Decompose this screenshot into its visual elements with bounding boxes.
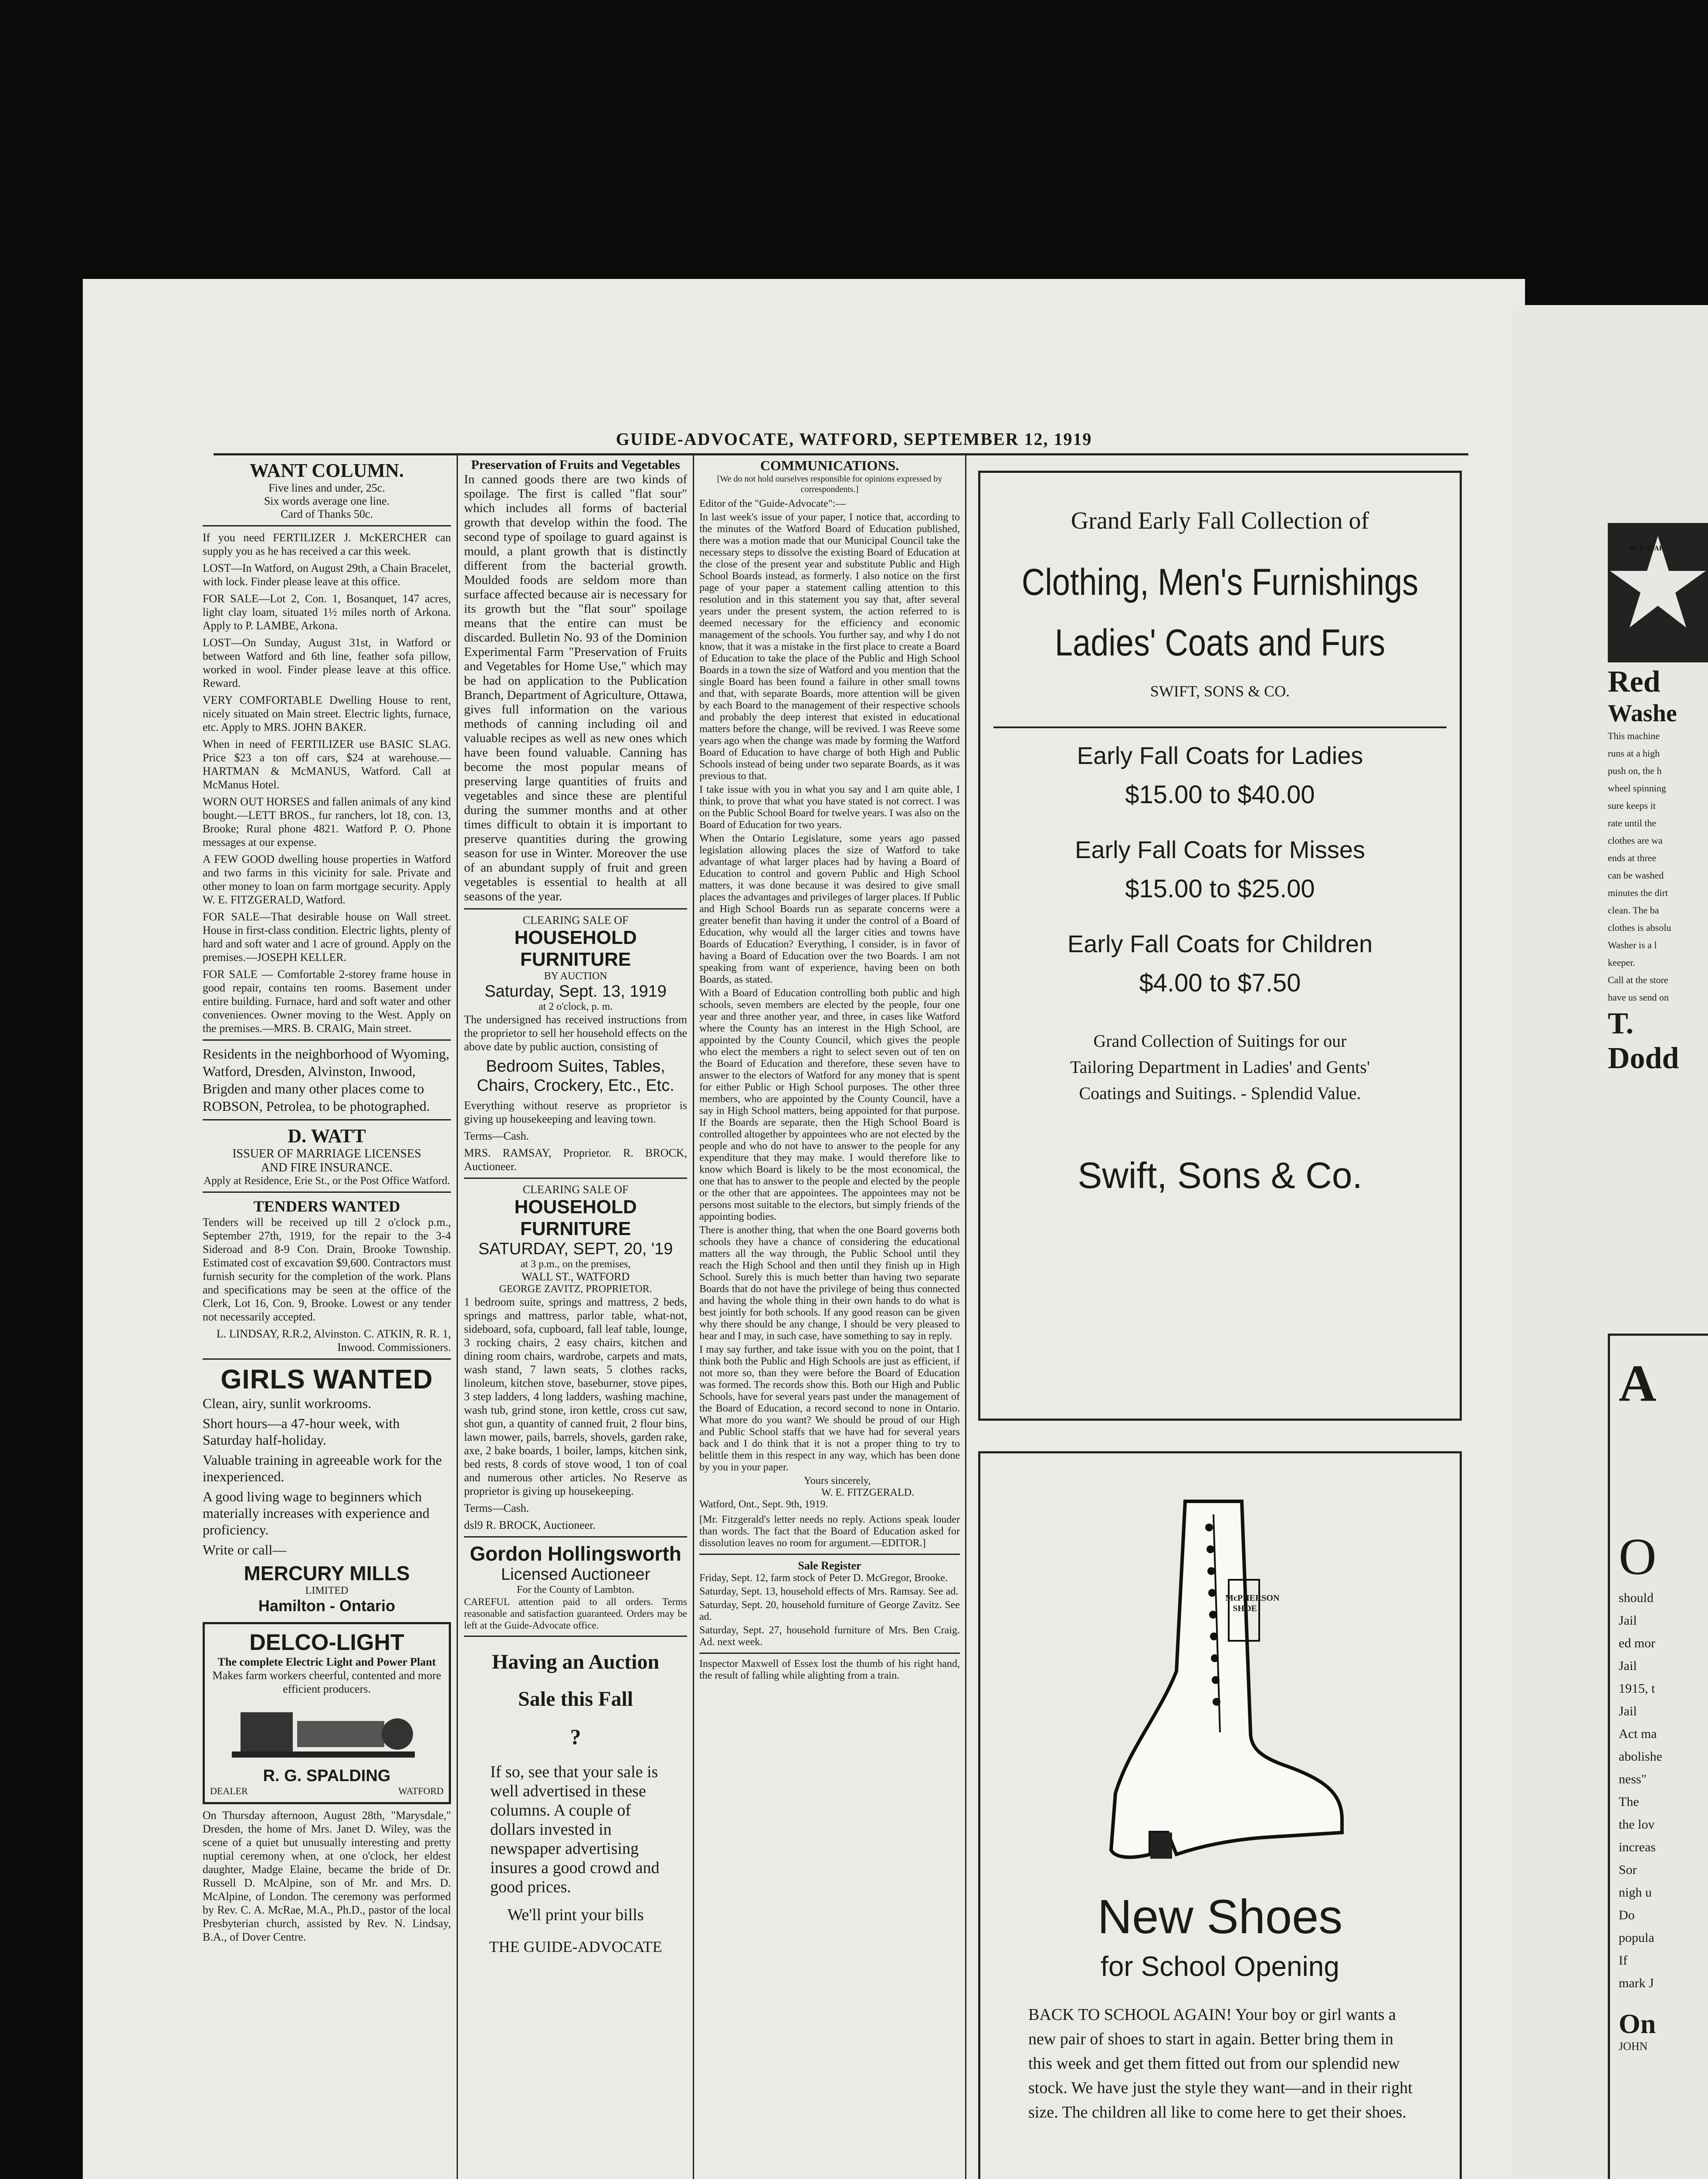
sale2-terms: Terms—Cash. [464,1502,529,1514]
new-shoes-sub: for School Opening [1101,1951,1339,1982]
jail-line: mark J [1619,1976,1654,1990]
sale2-body: 1 bedroom suite, springs and mattress, 2 beds, springs and mattress, parlor table, what-not, sideboard, sofa, cupboard, fall leaf table, lounge, 3 rocking chairs, 2 easy chairs, kitchen and dining room chairs, wardrobe, carpets and mats, wash stand, 7 lawn seats, 5 clothes racks, linoleum, kitchen stove, baseburner, stove pipes, 3 step ladders, 4 long ladders, washing machine, wash tub, grind stone, iron kettle, cross cut saw, shot gun, a quantity of canned fruit, 2 flour bins, lawn mower, pails, barrels, shovels, garden rake, axe, 2 bake boards, 1 boiler, lamps, kitchen sink, bed rests, 8 cords of stove wood, 1 ton of coal and numerous other articles. No Reserve as proprietor is giving up housekeeping. [464,1296,687,1497]
comm-paragraph: There is another thing, that when the one Board governs both schools they have a chance of considering the educational matters all the way through, the Public School until they reach the High School and then until they finish up in High School. Surely this is much better than having two separate Boards that do not have the privilege of being thus connected and having the whole thing in their own hands to do what is best jointly for both schools. If any good reason can be given why there should be any change, I should be very pleased to hear and I may, in such case, have something to say in reply. [699,1225,960,1342]
dodd-name: T. Dodd [1608,1007,1679,1075]
girls-line: Valuable training in agreeable work for the inexperienced. [203,1452,442,1484]
sale1-terms: Terms—Cash. [464,1130,529,1142]
big-letter: A [1619,1354,1657,1412]
girls-title: GIRLS WANTED [220,1364,433,1395]
dodds-ad [978,1451,1462,2179]
want-ad: FOR SALE—Lot 2, Con. 1, Bosanquet, 147 acres, light clay loam, situated 1½ miles north of Arkona. Apply to P. LAMBE, Arkona. [203,592,451,632]
register-item: Saturday, Sept. 27, household furniture of Mrs. Ben Craig. Ad. next week. [699,1625,960,1648]
coats-ladies: Early Fall Coats for Ladies [1077,742,1363,769]
washer-line: ends at three [1608,852,1657,863]
want-title: WANT COLUMN. [250,460,404,481]
girls-line: Short hours—a 47-hour week, with Saturday half-holiday. [203,1415,400,1448]
want-ad: WORN OUT HORSES and fallen animals of any kind bought.—LETT BROS., fur ranchers, lot 18, con. 13, Brooke; Rural phone 4821. Watford P. O. Phone messages at our expense. [203,795,451,849]
inspector-notice: Inspector Maxwell of Essex lost the thumb of his right hand, the result of falling while alighting from a train. [699,1658,960,1681]
delco-dealer-label: DEALER [210,1785,248,1796]
jail-line: If [1619,1953,1627,1968]
dodds-body: BACK TO SCHOOL AGAIN! Your boy or girl wants a new pair of shoes to start in again. Better bring them in this week and get them fitted out from our splendid new stock. We have just the style they want—and in their right size. The children all like to come here to get their shoes. [1028,2006,1413,2121]
sale2-place: WALL ST., WATFORD [522,1270,630,1283]
auction-paper: THE GUIDE-ADVOCATE [489,1938,662,1955]
column-rule [693,455,694,2179]
coats-ladies-price: $15.00 to $40.00 [1125,781,1315,809]
swift-suitings: Grand Collection of Suitings for our Tailoring Department in Ladies' and Gents' Coatings and Suitings. - Splendid Value. [1070,1031,1370,1103]
coats-children-price: $4.00 to $7.50 [1139,969,1301,997]
sale2-signature: dsl9 R. BROCK, Auctioneer. [464,1519,596,1531]
comm-salutation: Editor of the "Guide-Advocate":— [699,498,846,509]
comm-note: [We do not hold ourselves responsible for opinions expressed by correspondents.] [717,474,942,494]
washer-line: keeper. [1608,957,1635,968]
register-item: Saturday, Sept. 13, household effects of Mrs. Ramsay. See ad. [699,1586,959,1597]
swift-name: Swift, Sons & Co. [1078,1155,1362,1196]
new-shoes-title: New Shoes [1097,1890,1343,1944]
want-ad: If you need FERTILIZER J. McKERCHER can supply you as he has received a car this week. [203,531,451,557]
want-rate: Card of Thanks 50c. [281,508,373,520]
register-item: Friday, Sept. 12, farm stock of Peter D. McGregor, Brooke. [699,1572,948,1584]
swift-ad [978,471,1462,1421]
on-heading: On [1619,2008,1656,2039]
washer-line: minutes the dirt [1608,887,1668,898]
delco-title: DELCO-LIGHT [249,1630,404,1655]
masthead-rule [214,453,1468,455]
tenders-signature: L. LINDSAY, R.R.2, Alvinston. C. ATKIN, R. R. 1, Inwood. Commissioners. [216,1327,451,1354]
washer-line: This machine [1608,730,1660,741]
sale1-body2: Everything without reserve as proprietor is giving up housekeeping and leaving town. [464,1099,687,1125]
washer-ad [1608,523,1708,1307]
comm-paragraph: I take issue with you in what you say and I am quite able, I think, to prove that what you have stated is not correct. I was on the Public School Board for twelve years. I was also on the Board of Education for two years. [699,784,960,831]
girls-line: A good living wage to beginners which materially increases with experience and proficiency. [203,1489,430,1538]
comm-signer: W. E. FITZGERALD. [821,1487,915,1498]
jail-line: abolishe [1619,1749,1662,1764]
washer-line: Call at the store [1608,974,1668,985]
jail-line: popula [1619,1931,1654,1945]
fruit-title: Preservation of Fruits and Vegetables [471,458,680,472]
gordon-county: For the County of Lambton. [517,1584,634,1595]
watt-name: D. WATT [288,1125,366,1147]
auction-question: ? [570,1724,581,1749]
generator-icon [210,1699,445,1765]
sale2-heading: CLEARING SALE OF [522,1183,629,1196]
comm-dated: Watford, Ont., Sept. 9th, 1919. [699,1499,828,1510]
sale1-time: at 2 o'clock, p. m. [538,1001,613,1012]
jail-line: Jail [1619,1659,1637,1673]
gordon-name: Gordon Hollingsworth [470,1542,681,1565]
washer-title: Washe [1608,700,1677,727]
delco-body: Makes farm workers cheerful, contented and more efficient producers. [212,1669,441,1695]
delco-town: WATFORD [398,1785,444,1796]
washer-line: push on, the h [1608,765,1662,776]
mercury-mills: MERCURY MILLS [244,1562,410,1585]
want-ad: When in need of FERTILIZER use BASIC SLAG. Price $23 a ton off cars, $24 at warehouse.—HARTMAN & McMANUS, Watford. Call at McManus Hotel. [203,738,451,791]
fruit-body: In canned goods there are two kinds of spoilage. The first is called "flat sour" which includes all forms of bacterial growth that develop within the food. The second type of spoilage to guard against is mould, a plant growth that is distinctly different from the bacterial growth. Moulded foods are seldom more than surface affected because air is necessary for its growth but the "flat sour" spoilage means that the entire can must be discarded. Bulletin No. 93 of the Dominion Experimental Farm "Preservation of Fruits and Vegetables for Home Use," which may be had on application to the Publication Branch, Department of Agriculture, Ottawa, gives full information on the various methods of canning including oil and valuable recipes as well as new ones which have been found valuable. Canning has become the most popular means of preserving large quantities of fruits and vegetables and since these are plentiful during the summer months and at other times difficult to obtain it is important to preserve quantities during the growing season for use in Winter. Moreover the use of an abundant supply of fruit and green vegetables is essential to health at all seasons of the year. [464,472,687,903]
delco-sub: The complete Electric Light and Power Plant [217,1656,436,1668]
coats-misses: Early Fall Coats for Misses [1075,836,1365,863]
sale1-title: HOUSEHOLD FURNITURE [514,927,637,970]
sale2-time: at 3 p.m., on the premises, [520,1259,631,1270]
shoe-brand: McPHERSON SHOE [1225,1593,1280,1613]
auction-heading: Having an Auction [491,1650,660,1673]
want-ad: A FEW GOOD dwelling house properties in Watford and two farms in this vicinity for sale. Private and other money to loan on farm mortgage security. Apply W. E. FITZGERALD, Watford. [203,853,451,906]
photo-ad: Residents in the neighborhood of Wyoming, Watford, Dresden, Alvinston, Inwood, Brigden and many other places come to ROBSON, Petrolea, to be photographed. [203,1046,450,1114]
want-ad: FOR SALE — Comfortable 2-storey frame house in good repair, contains ten rooms. Basement under entire building. Furnace, hard and soft water and other conveniences. Owner moving to the West. Apply on the premises.—MRS. B. CRAIG, Main street. [203,968,451,1035]
comm-paragraph: I may say further, and take issue with you on the point, that I think both the Public and High Schools are just as efficient, if not more so, than they were before the Board of Education was formed. The records show this. Both our High and Public Schools, have for several years past under the management of the Board of Education, a record second to none in Ontario. What more do you want? We should be proud of our High and Public School staffs that we have had for several years back and I do think that it is not a proper thing to try to belittle them in this respect in any way, which has been done by you in your paper. [699,1344,960,1473]
jail-line: ness" [1619,1772,1647,1786]
mercury-city: Hamilton - Ontario [258,1597,395,1615]
want-ad: FOR SALE—That desirable house on Wall street. House in first-class condition. Electric lights, plenty of hard and soft water and 1 acre of ground. Apply on the premises.—JOSEPH KELLER. [203,910,451,964]
washer-line: Washer is a l [1608,940,1657,950]
gordon-body: CAREFUL attention paid to all orders. Terms reasonable and satisfaction guaranteed. Orders may be left at the Guide-Advocate office. [464,1596,687,1631]
want-ad: LOST—On Sunday, August 31st, in Watford or between Watford and 6th line, feather sofa pillow, worked in wool. Finder please leave at this office. Reward. [203,636,451,689]
boot-icon [1046,1488,1351,1880]
star-label: RED STAR [1630,545,1664,552]
washer-line: clothes is absolu [1608,922,1671,933]
want-rate: Six words average one line. [264,495,390,507]
tenders-body: Tenders will be received up till 2 o'clock p.m., September 27th, 1919, for the repair to the 3-4 Sideroad and 8-9 Con. Drain, Brooke Township. Estimated cost of excavation $9,600. Contractors must furnish security for the completion of the work. Plans and specifications may be seen at the office of the Clerk, Lot 16, Con. 9, Brooke. Lowest or any tender not necessarily accepted. [203,1216,451,1323]
comm-paragraph: When the Ontario Legislature, some years ago passed legislation allowing places the size of Watford to take advantage of what larger places had by having a Board of Education to control and govern Public and High School matters, it was done because it was desired to give small places the advantages and privileges of larger places. If Public and High School Boards run as separate concerns were a greater benefit than having it under the control of a Board of Education, why would all the larger cities and towns have Boards of Education? Everything, I consider, is in favor of having a Board of Education over the two Boards. I am not speaking from want of experience, having been on both Boards, as stated. [699,833,960,985]
sale2-owner: GEORGE ZAVITZ, PROPRIETOR. [499,1283,652,1295]
jail-line: the lov [1619,1817,1655,1832]
sale1-by: BY AUCTION [544,971,607,982]
girls-line: Clean, airy, sunlit workrooms. [203,1395,372,1411]
washer-line: clothes are wa [1608,835,1663,846]
jail-line: nigh u [1619,1885,1652,1900]
washer-line: can be washed [1608,870,1664,881]
drop-cap: O [1619,1527,1657,1585]
red-title: Red [1608,665,1661,699]
watt-line: ISSUER OF MARRIAGE LICENSES [232,1147,421,1161]
column-rule [965,455,966,2179]
jail-line: ed mor [1619,1636,1656,1650]
column-rule [457,455,458,2179]
jail-line: 1915, t [1619,1681,1655,1696]
swift-company: SWIFT, SONS & CO. [1150,682,1290,700]
delco-ad [203,1622,451,1804]
delco-dealer: R. G. SPALDING [263,1767,391,1785]
sale2-title: HOUSEHOLD FURNITURE [514,1196,637,1239]
gordon-title: Licensed Auctioneer [501,1565,651,1584]
sale1-signature: MRS. RAMSAY, Proprietor. R. BROCK, Auctioneer. [464,1147,687,1173]
column-communications [699,458,960,2179]
sale2-date: SATURDAY, SEPT, 20, '19 [478,1240,673,1258]
jail-line: Jail [1619,1613,1637,1628]
register-item: Saturday, Sept. 20, household furniture of George Zavitz. See ad. [699,1599,960,1622]
comm-editor-reply: [Mr. Fitzgerald's letter needs no reply. Actions speak louder than words. The fact that the Board of Education asked for dissolution leaves no room for argument.—EDITOR.] [699,1514,960,1549]
jail-line: should [1619,1591,1654,1605]
watt-line: AND FIRE INSURANCE. [261,1161,393,1174]
girls-line: Write or call— [203,1542,287,1558]
want-ad: VERY COMFORTABLE Dwelling House to rent, nicely situated on Main street. Electric lights, furnace, etc. Apply to MRS. JOHN BAKER. [203,694,451,733]
washer-line: clean. The ba [1608,905,1659,916]
comm-title: COMMUNICATIONS. [760,458,899,473]
register-title: Sale Register [798,1559,861,1572]
john-label: JOHN [1619,2040,1648,2053]
washer-line: runs at a high [1608,748,1660,759]
swift-clothing: Clothing, Men's Furnishings [1021,561,1419,603]
jail-line: Do [1619,1908,1635,1922]
tenders-title: TENDERS WANTED [253,1198,400,1215]
want-rate: Five lines and under, 25c. [268,482,385,494]
comm-paragraph: With a Board of Education controlling both public and high schools, seven members are elected by the people, four one year and three another year, and three, in cases like Watford where the County has an interest in the High School, are appointed by the County Council, which gives the people who elect the members a right to select seven out of ten on the Board of Education and therefore, these seven have to answer to the electors of Watford for any money that is spent for either Public or High School purposes. The other three members, who are appointed by the County Council, have a say in High School matters, being appointed for that purpose. If the Boards are separate, then the High School Board is controlled altogether by appointees who are not elected by the people and who do not have to answer to the people for any expenditure that they may make. I would therefore like to know which Board is likely to be the most economical, the one that has to answer to the people and elected by the people or the other that are appointees. The appointees may not be persons most suitable to the electors, but simply friends of the appointing bodies. [699,988,960,1222]
coats-misses-price: $15.00 to $25.00 [1125,875,1315,903]
sale1-heading: CLEARING SALE OF [522,914,629,927]
jail-line: increas [1619,1840,1656,1854]
sale1-date: Saturday, Sept. 13, 1919 [485,982,667,1001]
column-want [203,458,451,2179]
washer-line: sure keeps it [1608,800,1656,811]
jail-line: The [1619,1795,1639,1809]
washer-line: wheel spinning [1608,783,1666,794]
jail-line: Jail [1619,1704,1637,1718]
washer-line: rate until the [1608,818,1657,828]
comm-yours: Yours sincerely, [804,1475,871,1487]
column-fruit [464,458,687,2179]
jail-line: Act ma [1619,1727,1657,1741]
jail-article [1608,1334,1708,2179]
mercury-limited: LIMITED [305,1585,349,1596]
sale1-body: The undersigned has received instructions from the proprietor to sell her household effects on the above date by public auction, consisting of [464,1013,687,1053]
masthead: GUIDE-ADVOCATE, WATFORD, SEPTEMBER 12, 1919 [616,429,1092,449]
wedding-notice: On Thursday afternoon, August 28th, "Marysdale," Dresden, the home of Mrs. Janet D. Wiley, was the scene of a quiet but unusually interesting and pretty nuptial ceremony when, at one o'clock, her eldest daughter, Madge Elaine, became the bride of Dr. Russell D. McAlpine, son of Mr. and Mrs. D. McAlpine, of London. The ceremony was performed by Rev. C. A. McRae, M.A., Ph.D., pastor of the local Presbyterian church, assisted by Rev. N. Lindsay, B.A., of Dover Centre. [203,1809,451,1943]
watt-line: Apply at Residence, Erie St., or the Post Office Watford. [203,1175,450,1187]
jail-line: Sor [1619,1863,1637,1877]
coats-children: Early Fall Coats for Children [1067,930,1373,957]
washer-line: have us send on [1608,992,1669,1003]
auction-heading: Sale this Fall [518,1687,634,1711]
swift-heading: Grand Early Fall Collection of [1071,507,1369,534]
want-ad: LOST—In Watford, on August 29th, a Chain Bracelet, with lock. Finder please leave at this office. [203,562,451,588]
swift-ladies: Ladies' Coats and Furs [1054,622,1386,664]
star-icon [1608,523,1708,662]
auction-body: If so, see that your sale is well advertised in these columns. A couple of dollars invested in newspaper advertising insures a good crowd and good prices. [490,1763,660,1896]
auction-print: We'll print your bills [507,1906,644,1924]
sale1-items: Bedroom Suites, Tables, Chairs, Crockery, Etc., Etc. [477,1057,674,1095]
comm-paragraph: In last week's issue of your paper, I notice that, according to the minutes of the Watford Board of Education published, there was a motion made that our Municipal Council take the necessary steps to dissolve the existing Board of Education at the close of the present year and substitute Public and High School Boards instead, as formerly. I also notice on the first page of your paper a statement calling attention to this resolution and in this statement you say that, after several years under the present system, the action referred to is deemed necessary for the efficiency and economic management of the schools. You further say, and why I do not know, that it was a mistake in the first place to create a Board of Education to take the place of the Public and High School Boards in a town the size of Watford and you mention that the single Board has been found a failure in other small towns and that, with separate Boards, more attention will be given by each Board to the management of their respective schools and probably the deep interest that existed in educational matters before the change, will be revived. I was Reeve some years ago when the change was made by forming the Watford Board of Education to have charge of both High and Public Schools instead of being under two separate Boards, as it was previous to that. [699,512,960,782]
